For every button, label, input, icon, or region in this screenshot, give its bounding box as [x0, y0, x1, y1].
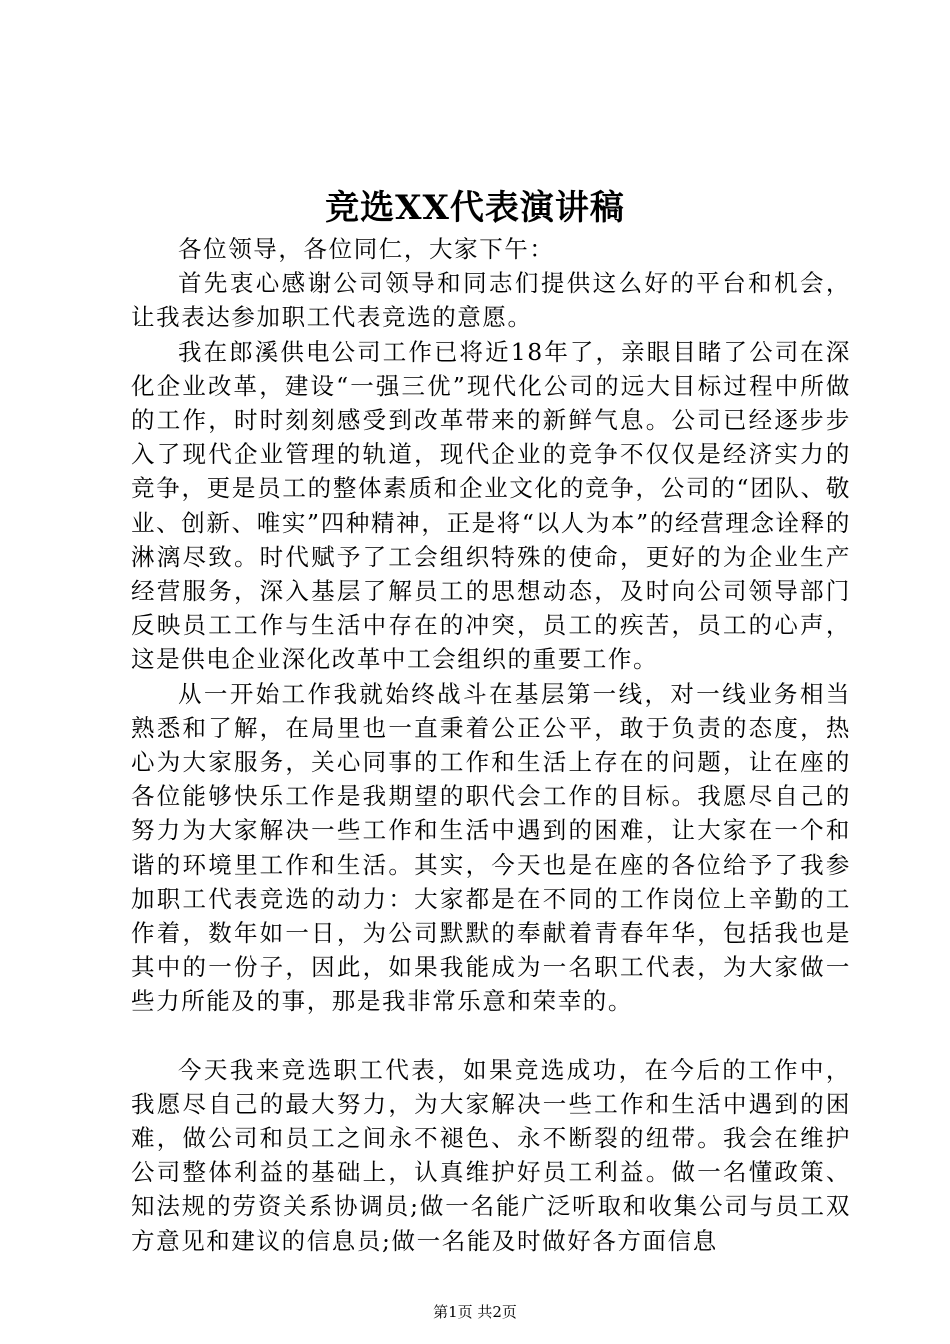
paragraph-background: 我在郎溪供电公司工作已将近18年了，亲眼目睹了公司在深化企业改革，建设“一强三优”现代化公司的远大目标过程中所做的工作，时时刻刻感受到改革带来的新鲜气息。公司已经逐步步入了现代企业管理的轨道，现代企业的竞争不仅仅是经济实力的竞争，更是员工的整体素质和企业文化的竞争，公司的“团队、敬业、创新、唯实”四种精神，正是将“以人为本”的经营理念诠释的淋漓尽致。时代赋予了工会组织特殊的使命，更好的为企业生产经营服务，深入基层了解员工的思想动态，及时向公司领导部门反映员工工作与生活中存在的冲突，员工的疾苦，员工的心声，这是供电企业深化改革中工会组织的重要工作。	[131, 337, 851, 674]
paragraph-greeting: 各位领导，各位同仁，大家下午：	[178, 235, 555, 263]
document-title: 竞选XX代表演讲稿	[325, 188, 625, 228]
document-body	[131, 232, 851, 1258]
paragraph-experience: 从一开始工作我就始终战斗在基层第一线，对一线业务相当熟悉和了解，在局里也一直秉着公正公平，敢于负责的态度，热心为大家服务，关心同事的工作和生活上存在的问题，让在座的各位能够快乐工作是我期望的职代会工作的目标。我愿尽自己的努力为大家解决一些工作和生活中遇到的困难，让大家在一个和谐的环境里工作和生活。其实，今天也是在座的各位给予了我参加职工代表竞选的动力：大家都是在不同的工作岗位上辛勤的工作着，数年如一日，为公司默默的奉献着青春年华，包括我也是其中的一份子，因此，如果我能成为一名职工代表，为大家做一些力所能及的事，那是我非常乐意和荣幸的。	[131, 679, 851, 1016]
paragraph-commitment: 今天我来竞选职工代表，如果竞选成功，在今后的工作中，我愿尽自己的最大努力，为大家解决一些工作和生活中遇到的困难，做公司和员工之间永不褪色、永不断裂的纽带。我会在维护公司整体利益的基础上，认真维护好员工利益。做一名懂政策、知法规的劳资关系协调员;做一名能广泛听取和收集公司与员工双方意见和建议的信息员;做一名能及时做好各方面信息	[131, 1055, 851, 1255]
paragraph-thanks: 首先衷心感谢公司领导和同志们提供这么好的平台和机会，让我表达参加职工代表竞选的意愿。	[131, 269, 851, 332]
page-footer: 第1页 共2页	[433, 1303, 517, 1321]
